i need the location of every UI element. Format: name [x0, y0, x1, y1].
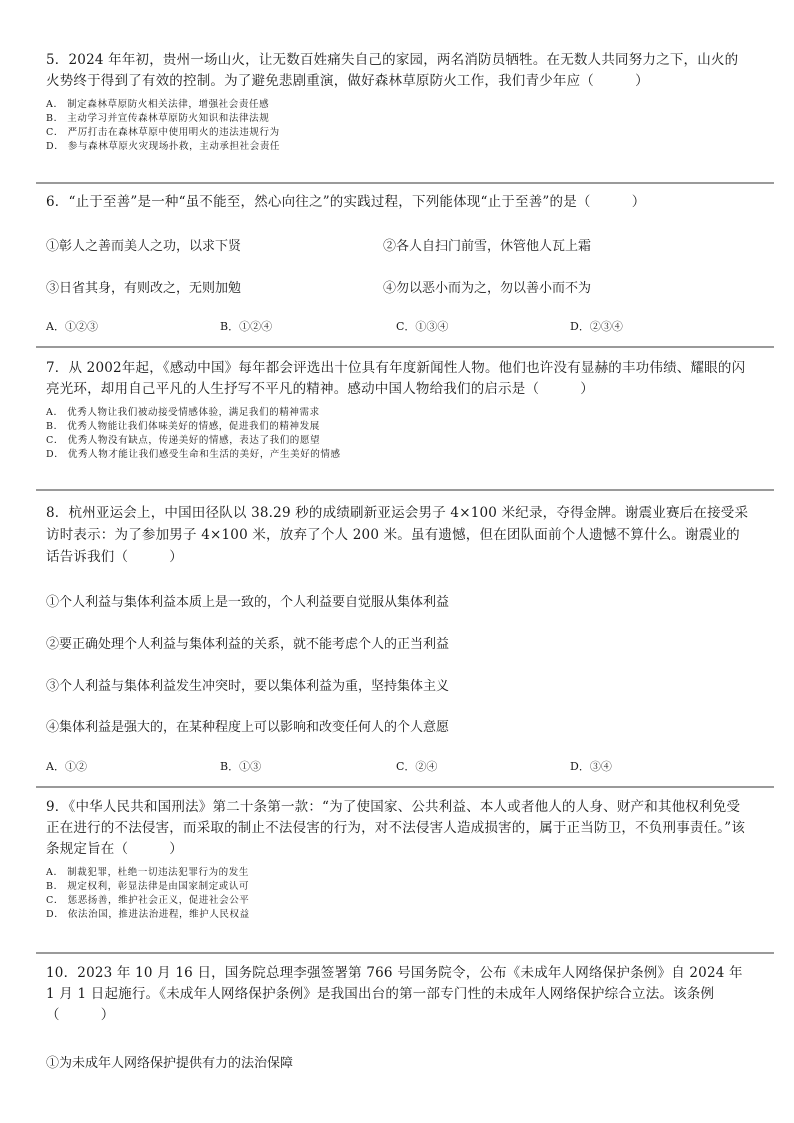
question-8 [46, 502, 750, 568]
option-a[interactable]: A． 制裁犯罪，杜绝一切违法犯罪行为的发生 [46, 867, 249, 878]
option-b[interactable]: B． 优秀人物能让我们体味美好的情感，促进我们的精神发展 [46, 421, 320, 432]
option-d[interactable]: D． 优秀人物才能让我们感受生命和生活的美好，产生美好的情感 [46, 449, 341, 460]
question-9 [46, 797, 750, 922]
question-5 [46, 50, 750, 154]
answer-a[interactable]: A．①② [46, 760, 87, 773]
statement-4: ④集体利益是强大的，在某种程度上可以影响和改变任何人的个人意愿 [46, 720, 450, 735]
statement-4: ④勿以恶小而为之，勿以善小而不为 [383, 281, 592, 296]
option-d[interactable]: D． 参与森林草原火灾现场扑救，主动承担社会责任 [46, 141, 281, 152]
answer-c[interactable]: C．①③④ [396, 320, 449, 333]
statement-1: ①个人利益与集体利益本质上是一致的，个人利益要自觉服从集体利益 [46, 595, 450, 610]
answer-b[interactable]: B．①③ [220, 760, 262, 773]
option-c[interactable]: C． 严厉打击在森林草原中使用明火的违法违规行为 [46, 127, 280, 138]
question-9-options [46, 866, 750, 922]
statement-3: ③日省其身，有则改之，无则加勉 [46, 281, 242, 296]
question-6-stem: 6．“止于至善”是一种“虽不能至，然心向往之”的实践过程，下列能体现“止于至善”的是（ ） [46, 194, 646, 210]
question-5-stem: 5．2024 年年初，贵州一场山火，让无数百姓痛失自己的家园，两名消防员牺牲。在无数人共同努力之下，山火的火势终于得到了有效的控制。为了避免悲剧重演，做好森林草原防火工作，我们青少年应（ ） [46, 52, 739, 89]
divider [36, 952, 774, 954]
answer-d[interactable]: D．②③④ [570, 320, 623, 333]
option-a[interactable]: A． 制定森林草原防火相关法律，增强社会责任感 [46, 99, 270, 110]
option-c[interactable]: C． 惩恶扬善，维护社会正义，促进社会公平 [46, 895, 250, 906]
option-d[interactable]: D． 依法治国，推进法治进程，维护人民权益 [46, 909, 250, 920]
divider [36, 489, 774, 491]
option-a[interactable]: A． 优秀人物让我们被动接受情感体验，满足我们的精神需求 [46, 407, 320, 418]
question-7-options [46, 406, 750, 462]
question-10-stem: 10．2023 年 10 月 16 日，国务院总理李强签署第 766 号国务院令，公布《未成年人网络保护条例》自 2024 年 1 月 1 日起施行。《未成年人网络保护条例》是我国出台的第一部专门性的未成年人网络保护综合立法。该条例（ ） [46, 965, 743, 1023]
statement-1: ①为未成年人网络保护提供有力的法治保障 [46, 1056, 294, 1071]
divider [36, 346, 774, 348]
statement-2: ②各人自扫门前雪，休管他人瓦上霜 [383, 239, 592, 254]
divider [36, 786, 774, 788]
answer-b[interactable]: B．①②④ [220, 320, 273, 333]
answer-a[interactable]: A．①②③ [46, 320, 98, 333]
question-5-options [46, 98, 750, 154]
divider [36, 182, 774, 184]
question-10 [46, 963, 750, 1026]
statement-2: ②要正确处理个人利益与集体利益的关系，就不能考虑个人的正当利益 [46, 637, 450, 652]
option-b[interactable]: B． 主动学习并宣传森林草原防火知识和法律法规 [46, 113, 270, 124]
statement-3: ③个人利益与集体利益发生冲突时，要以集体利益为重，坚持集体主义 [46, 679, 450, 694]
question-6 [46, 192, 750, 213]
answer-c[interactable]: C．②④ [396, 760, 438, 773]
question-7 [46, 358, 750, 462]
option-c[interactable]: C． 优秀人物没有缺点，传递美好的情感，表达了我们的愿望 [46, 435, 321, 446]
question-9-stem: 9．《中华人民共和国刑法》第二十条第一款：“为了使国家、公共利益、本人或者他人的人身、财产和其他权利免受正在进行的不法侵害，而采取的制止不法侵害的行为，对不法侵害人造成损害的，属于正当防卫，不负刑事责任。”该条规定旨在（ ） [46, 799, 746, 857]
answer-d[interactable]: D．③④ [570, 760, 612, 773]
option-b[interactable]: B． 规定权利，彰显法律是由国家制定或认可 [46, 881, 250, 892]
statement-1: ①彰人之善而美人之功，以求下贤 [46, 239, 242, 254]
question-7-stem: 7．从 2002年起，《感动中国》每年都会评选出十位具有年度新闻性人物。他们也许没有显赫的丰功伟绩、耀眼的闪亮光环，却用自己平凡的人生抒写不平凡的精神。感动中国人物给我们的启示是（ ） [46, 360, 746, 397]
question-8-stem: 8．杭州亚运会上，中国田径队以 38.29 秒的成绩刷新亚运会男子 4×100 米纪录，夺得金牌。谢震业赛后在接受采访时表示：为了参加男子 4×100 米，放弃了个人 200 米。虽有遗憾，但在团队面前个人遗憾不算什么。谢震业的话告诉我们（ ） [46, 505, 749, 565]
